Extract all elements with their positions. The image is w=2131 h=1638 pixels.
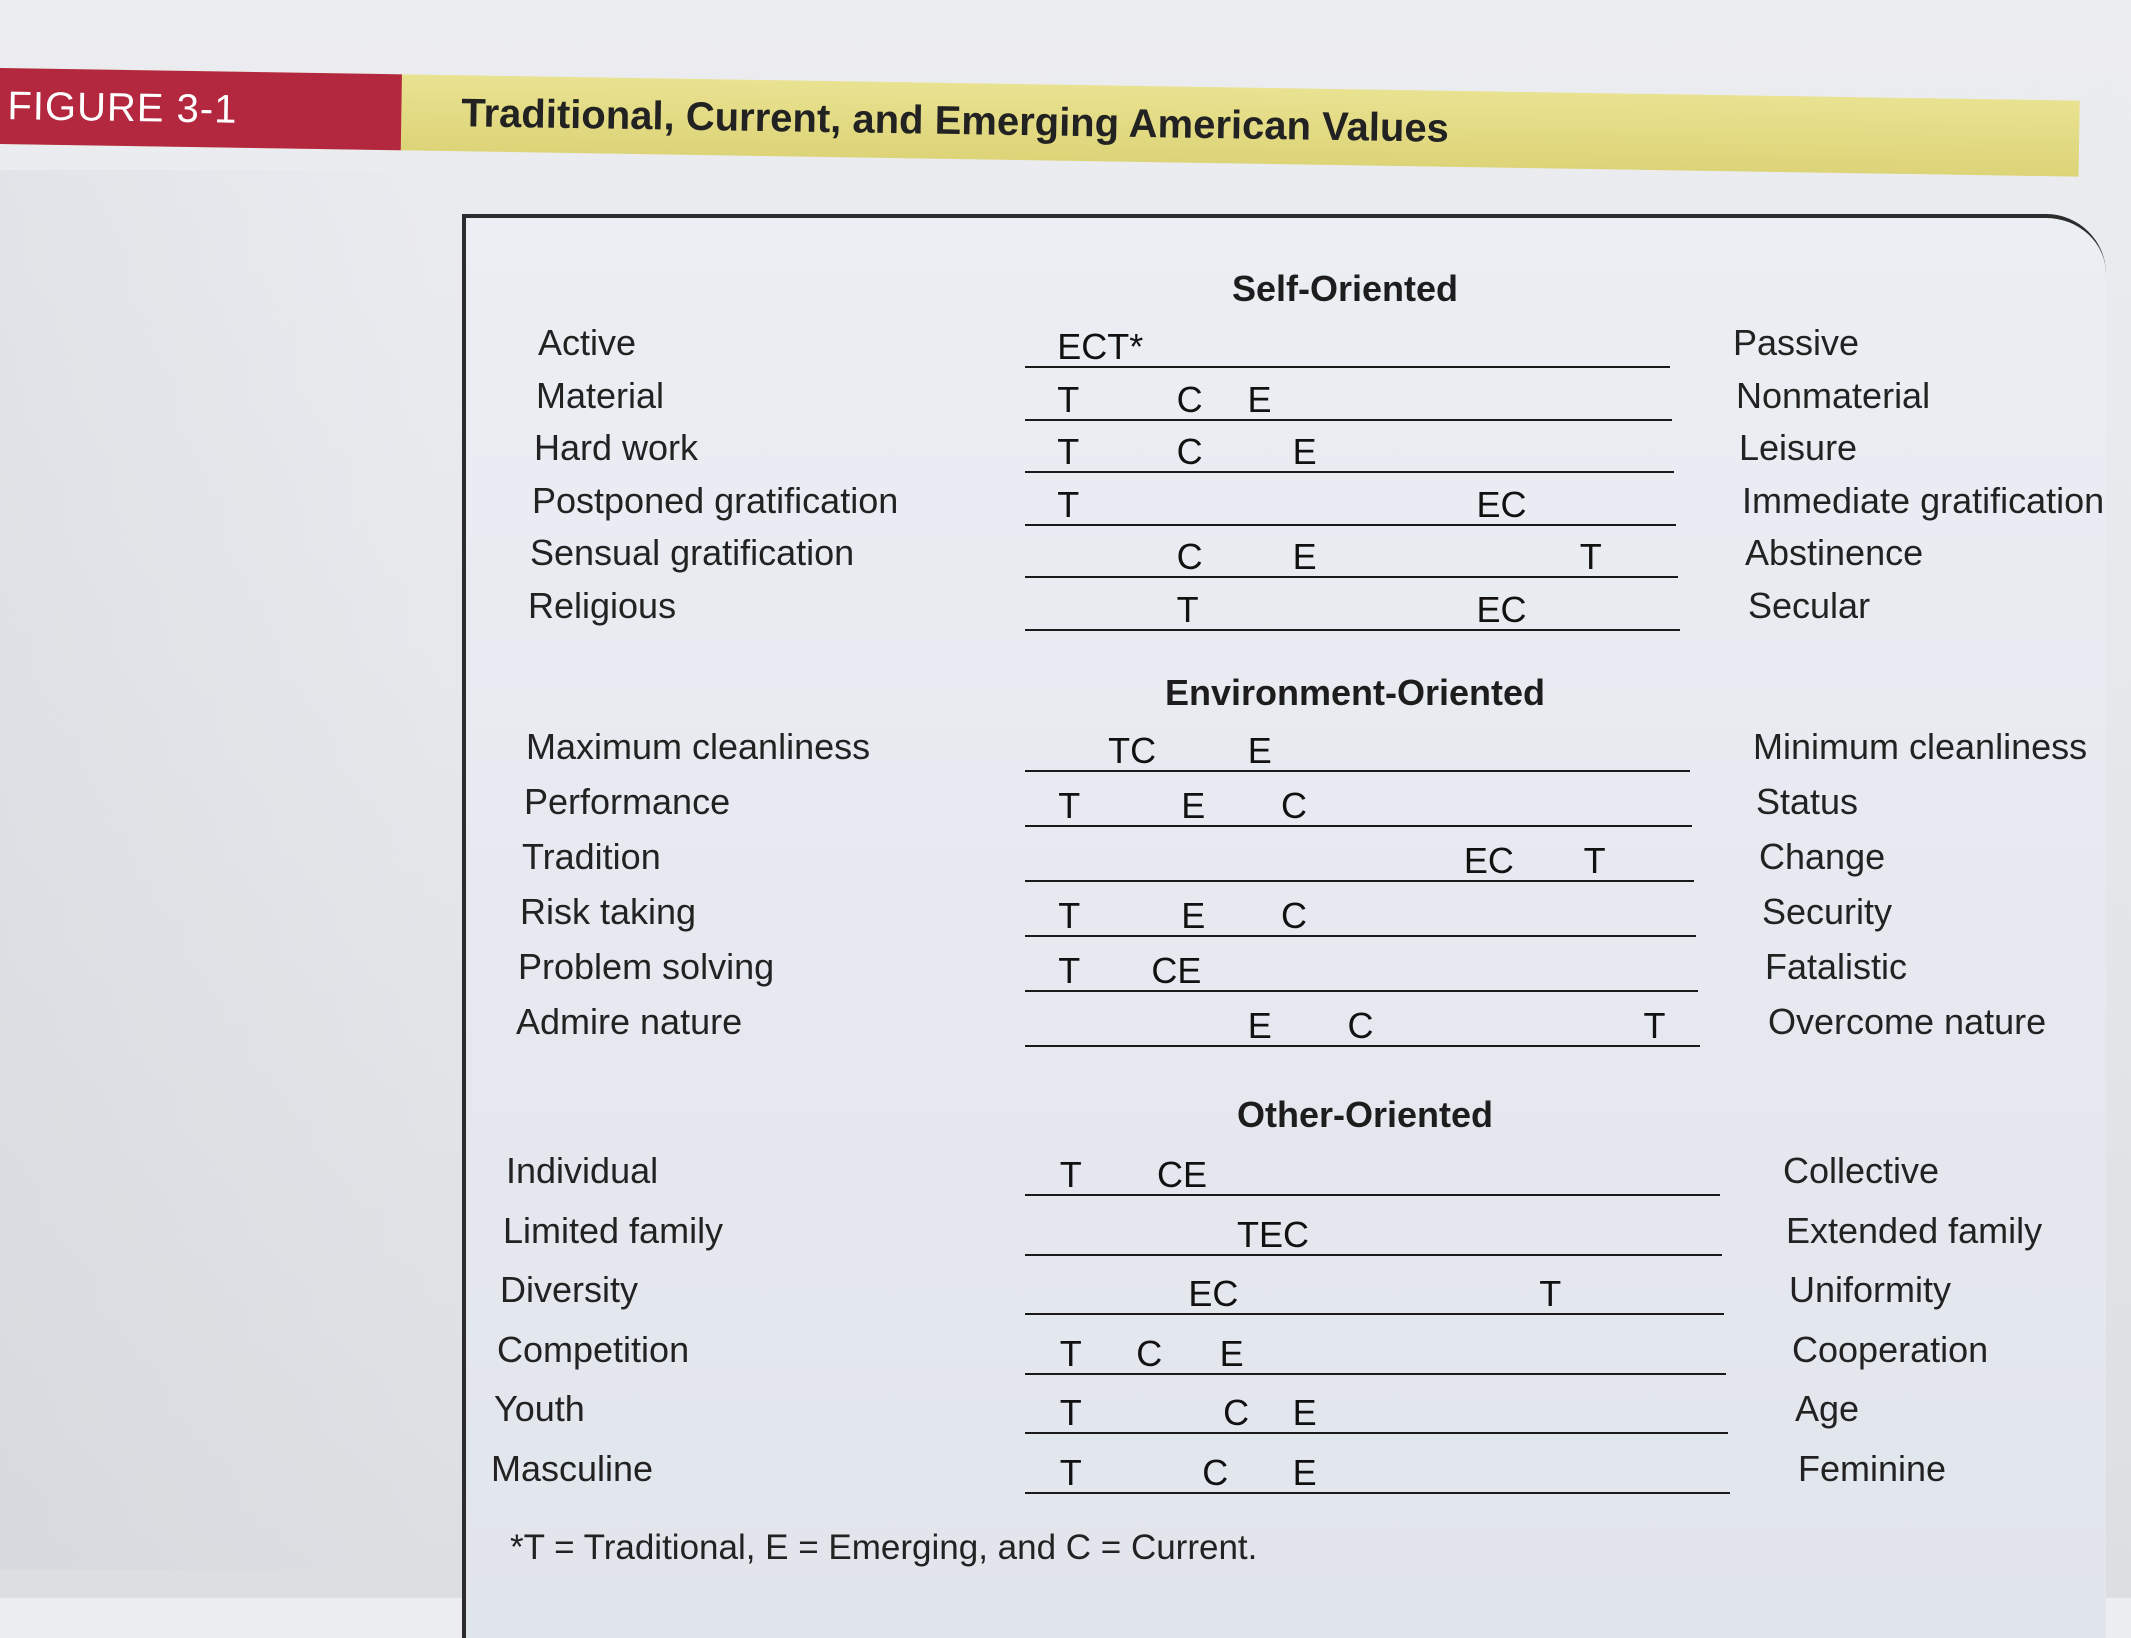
right-value-label: Passive — [1733, 322, 1860, 363]
left-value-label: Hard work — [534, 427, 699, 468]
scale-mark: C — [1281, 895, 1308, 936]
value-scale-line — [1025, 825, 1692, 827]
right-value-label: Leisure — [1739, 427, 1858, 468]
scale-mark: TC — [1108, 730, 1157, 771]
scale-mark: E — [1247, 1005, 1272, 1046]
scale-mark: C — [1347, 1005, 1374, 1046]
scale-mark: C — [1176, 431, 1203, 472]
scale-mark: T — [1059, 1451, 1082, 1493]
bleed-through-text-area — [0, 170, 440, 1570]
right-value-label: Uniformity — [1789, 1269, 1952, 1310]
scale-mark: C — [1176, 536, 1203, 577]
left-value-label: Material — [536, 374, 665, 416]
scale-mark: T — [1057, 483, 1080, 525]
right-value-label: Collective — [1783, 1150, 1940, 1191]
left-value-label: Sensual gratification — [530, 532, 855, 573]
left-value-label: Tradition — [522, 836, 661, 877]
scale-mark: T — [1057, 431, 1080, 472]
scale-mark: ECT* — [1057, 326, 1144, 367]
left-value-label: Youth — [494, 1388, 585, 1429]
value-scale-line — [1025, 1254, 1722, 1256]
right-value-label: Security — [1762, 891, 1893, 932]
right-value-label: Change — [1759, 836, 1886, 877]
scale-mark: T — [1057, 378, 1080, 420]
scale-mark: C — [1281, 785, 1308, 826]
scale-mark: E — [1292, 1451, 1317, 1493]
figure-header-bar — [0, 68, 2080, 177]
scale-mark: CE — [1157, 1154, 1208, 1195]
right-value-label: Status — [1756, 781, 1859, 822]
left-value-label: Individual — [506, 1150, 659, 1191]
right-value-label: Fatalistic — [1765, 946, 1908, 987]
scale-mark: T — [1579, 536, 1602, 577]
scale-mark: C — [1176, 378, 1203, 420]
scale-mark: E — [1292, 431, 1317, 472]
value-scale-line — [1025, 1194, 1720, 1196]
left-value-label: Religious — [528, 584, 677, 626]
scale-mark: EC — [1463, 840, 1514, 881]
scale-mark: E — [1292, 1392, 1317, 1433]
right-value-label: Nonmaterial — [1736, 374, 1931, 416]
scale-mark: C — [1202, 1451, 1229, 1493]
footnote: *T = Traditional, E = Emerging, and C = Current. — [510, 1528, 1258, 1567]
right-value-label: Feminine — [1798, 1447, 1947, 1489]
left-value-label: Competition — [497, 1328, 690, 1370]
right-value-label: Overcome nature — [1768, 1001, 2047, 1042]
left-value-label: Admire nature — [516, 1001, 743, 1042]
scale-mark: EC — [1188, 1273, 1239, 1314]
right-value-label: Age — [1795, 1388, 1860, 1429]
scale-mark: E — [1181, 785, 1206, 826]
value-scale-line — [1025, 990, 1698, 992]
right-value-label: Immediate gratification — [1742, 479, 2105, 521]
figure-label: FIGURE 3-1 — [0, 68, 402, 150]
scale-mark: E — [1247, 730, 1272, 771]
scale-mark: T — [1059, 1332, 1082, 1374]
scale-mark: E — [1219, 1332, 1244, 1374]
left-value-label: Risk taking — [520, 891, 697, 932]
section-title: Self-Oriented — [1231, 268, 1459, 309]
scale-mark: T — [1583, 840, 1606, 881]
left-value-label: Masculine — [491, 1447, 654, 1489]
scale-mark: EC — [1476, 483, 1527, 525]
left-value-label: Problem solving — [518, 946, 775, 987]
value-scale-line — [1025, 471, 1674, 473]
scale-mark: T — [1059, 1392, 1082, 1433]
scale-mark: T — [1058, 785, 1081, 826]
scale-mark: T — [1058, 950, 1081, 991]
value-scale-line — [1025, 419, 1672, 421]
value-scale-line — [1025, 1492, 1730, 1494]
value-scale-line — [1025, 524, 1676, 526]
left-value-label: Limited family — [503, 1209, 724, 1251]
value-scale-line — [1025, 629, 1680, 631]
value-scale-line — [1025, 1373, 1726, 1375]
scale-mark: E — [1247, 378, 1272, 420]
scale-mark: C — [1223, 1392, 1250, 1433]
figure-title: Traditional, Current, and Emerging American Values — [461, 91, 1450, 151]
left-value-label: Postponed gratification — [532, 479, 899, 521]
value-scale-line — [1025, 935, 1696, 937]
left-value-label: Maximum cleanliness — [526, 726, 871, 767]
scale-mark: TEC — [1236, 1213, 1309, 1255]
scale-mark: EC — [1476, 588, 1527, 630]
section-title: Other-Oriented — [1236, 1094, 1494, 1135]
section-title: Environment-Oriented — [1164, 672, 1546, 713]
right-value-label: Secular — [1748, 584, 1871, 626]
scale-mark: E — [1292, 536, 1317, 577]
scale-mark: E — [1181, 895, 1206, 936]
right-value-label: Abstinence — [1745, 532, 1924, 573]
scale-mark: T — [1058, 895, 1081, 936]
right-value-label: Minimum cleanliness — [1753, 726, 2088, 767]
value-scale-line — [1025, 1432, 1728, 1434]
right-value-label: Extended family — [1786, 1209, 2043, 1251]
scale-mark: T — [1059, 1154, 1082, 1195]
left-value-label: Diversity — [500, 1269, 639, 1310]
scale-mark: T — [1539, 1273, 1562, 1314]
scale-mark: CE — [1151, 950, 1202, 991]
right-value-label: Cooperation — [1792, 1328, 1989, 1370]
scale-mark: C — [1136, 1332, 1163, 1374]
left-value-label: Active — [538, 322, 637, 363]
scale-mark: T — [1176, 588, 1199, 630]
value-scale-line — [1025, 1313, 1724, 1315]
scale-mark: T — [1643, 1005, 1666, 1046]
left-value-label: Performance — [524, 781, 731, 822]
